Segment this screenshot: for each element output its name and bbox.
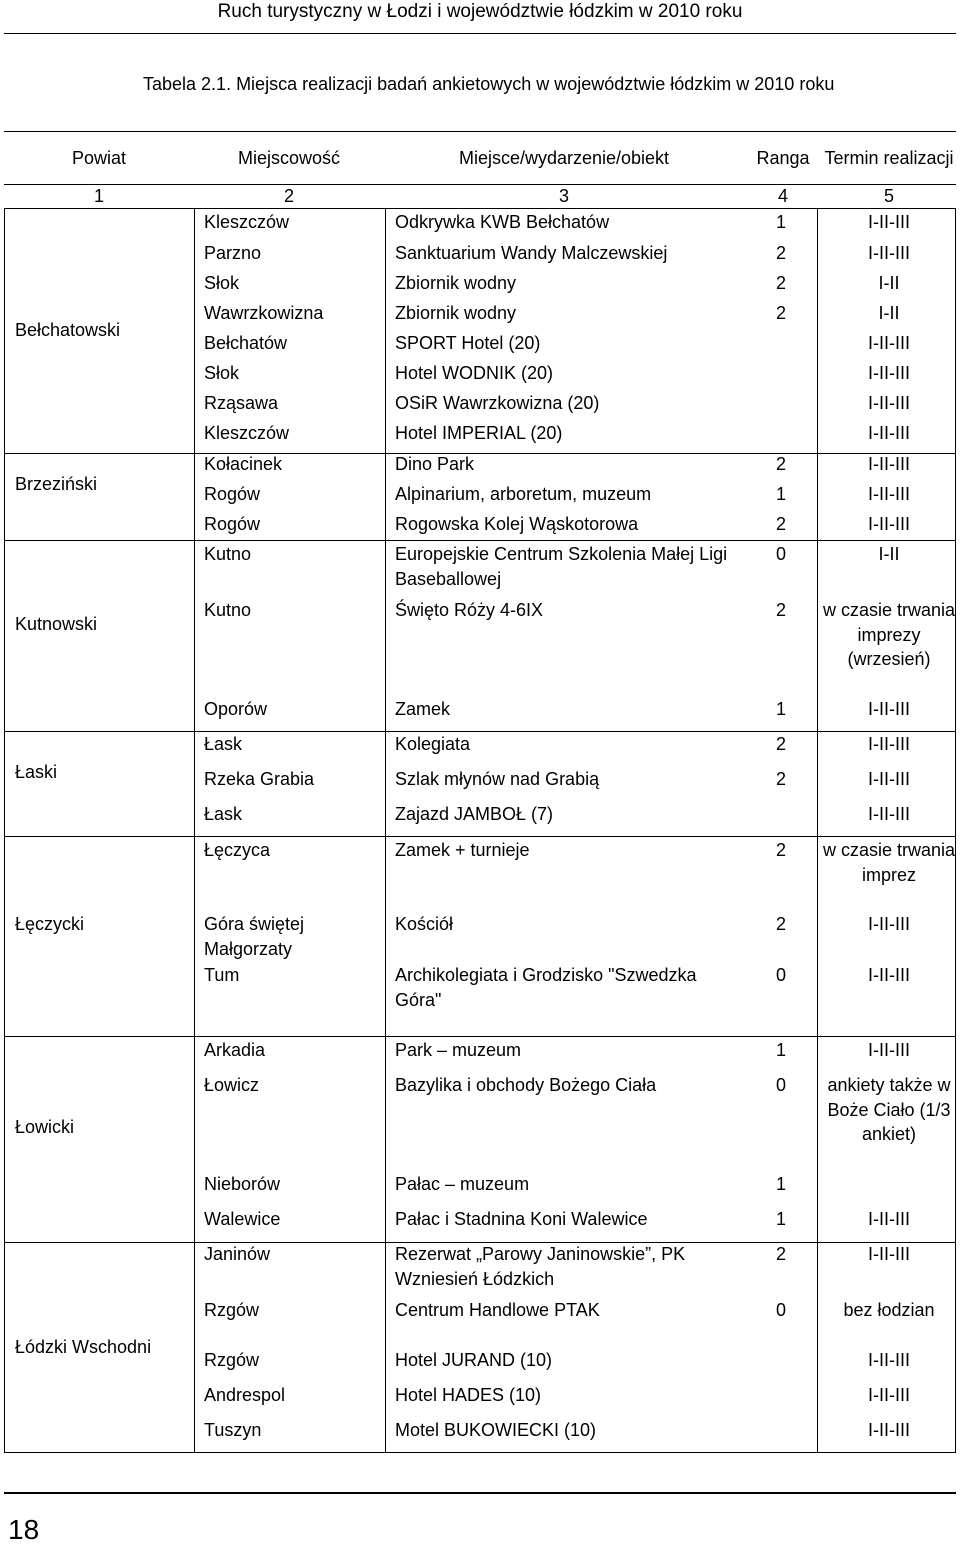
site-cell: Hotel IMPERIAL (20) xyxy=(395,423,563,443)
term-cell: I-II-III xyxy=(868,1209,910,1229)
site-cell: Pałac – muzeum xyxy=(395,1174,530,1194)
term-cell: I-II-III xyxy=(868,393,910,413)
place-cell: Kutno xyxy=(204,544,252,564)
rank-cell: 1 xyxy=(775,1040,786,1060)
place-cell: Arkadia xyxy=(204,1040,266,1060)
term-cell: I-II-III xyxy=(868,1350,910,1370)
term-cell: I-II-III xyxy=(868,514,910,534)
place-cell: Janinów xyxy=(204,1244,271,1264)
rank-cell: 0 xyxy=(775,544,786,564)
term-cell: ankiety także w Boże Ciało (1/3 ankiet) xyxy=(827,1075,951,1144)
powiat-name: Kutnowski xyxy=(15,614,98,634)
term-cell: w czasie trwania imprezy (wrzesień) xyxy=(822,600,956,669)
term-cell: I-II-III xyxy=(868,769,910,789)
site-cell: Hotel HADES (10) xyxy=(395,1385,542,1405)
rank-cell: 0 xyxy=(775,1300,786,1320)
site-cell: Centrum Handlowe PTAK xyxy=(395,1300,600,1320)
term-cell: I-II xyxy=(878,544,900,564)
group-divider xyxy=(5,1036,955,1037)
place-cell: Kleszczów xyxy=(204,423,290,443)
place-cell: Słok xyxy=(204,273,240,293)
column-headers xyxy=(4,131,956,185)
site-cell: Sanktuarium Wandy Malczewskiej xyxy=(395,243,668,263)
term-cell: I-II-III xyxy=(868,1385,910,1405)
rank-cell: 2 xyxy=(775,769,786,789)
site-cell: Zajazd JAMBOŁ (7) xyxy=(395,804,554,824)
term-cell: bez łodzian xyxy=(843,1300,935,1320)
place-cell: Andrespol xyxy=(204,1385,286,1405)
header-miejscowosc: Miejscowość xyxy=(237,148,341,168)
term-cell: I-II xyxy=(878,303,900,323)
term-cell: I-II-III xyxy=(868,212,910,232)
place-cell: Wawrzkowizna xyxy=(204,303,324,323)
rank-cell: 2 xyxy=(775,243,786,263)
place-cell: Rząsawa xyxy=(204,393,279,413)
place-cell: Bełchatów xyxy=(204,333,288,353)
term-cell: I-II-III xyxy=(868,699,910,719)
place-cell: Słok xyxy=(204,363,240,383)
rank-cell: 1 xyxy=(775,484,786,504)
site-cell: Hotel JURAND (10) xyxy=(395,1350,553,1370)
powiat-name: Brzeziński xyxy=(15,474,98,494)
place-cell: Rzeka Grabia xyxy=(204,769,315,789)
rank-cell: 1 xyxy=(775,1209,786,1229)
term-cell: I-II-III xyxy=(868,1244,910,1264)
header-miejsce: Miejsce/wydarzenie/obiekt xyxy=(458,148,670,168)
table-caption: Tabela 2.1. Miejsca realizacji badań ankietowych w województwie łódzkim w 2010 roku xyxy=(143,74,835,94)
site-cell: Hotel WODNIK (20) xyxy=(395,363,554,383)
rank-cell: 2 xyxy=(775,914,786,934)
term-cell: I-II-III xyxy=(868,734,910,754)
term-cell: I-II-III xyxy=(868,243,910,263)
place-cell: Nieborów xyxy=(204,1174,281,1194)
term-cell: I-II-III xyxy=(868,423,910,443)
rank-cell: 0 xyxy=(775,965,786,985)
place-cell: Kleszczów xyxy=(204,212,290,232)
column-number: 3 xyxy=(558,186,569,206)
site-cell: Zamek + turnieje xyxy=(395,840,530,860)
place-cell: Rogów xyxy=(204,484,261,504)
term-cell: I-II-III xyxy=(868,804,910,824)
footer-rule xyxy=(4,1492,956,1494)
column-numbers xyxy=(4,184,956,208)
term-cell: I-II-III xyxy=(868,484,910,504)
place-cell: Rogów xyxy=(204,514,261,534)
powiat-name: Łęczycki xyxy=(15,914,85,934)
place-cell: Łask xyxy=(204,734,243,754)
site-cell: Zbiornik wodny xyxy=(395,303,517,323)
powiat-name: Łaski xyxy=(15,762,58,782)
header-termin: Termin realizacji xyxy=(824,148,954,168)
rank-cell: 2 xyxy=(775,1244,786,1264)
header-powiat: Powiat xyxy=(71,148,127,168)
place-cell: Łęczyca xyxy=(204,840,271,860)
term-cell: I-II-III xyxy=(868,965,910,985)
term-cell: I-II xyxy=(878,273,900,293)
rank-cell: 2 xyxy=(775,734,786,754)
site-cell: Święto Róży 4-6IX xyxy=(395,600,544,620)
term-cell: w czasie trwania imprez xyxy=(822,840,956,885)
place-cell: Kołacinek xyxy=(204,454,283,474)
column-number: 5 xyxy=(883,186,894,206)
place-cell: Tum xyxy=(204,965,240,985)
column-number: 1 xyxy=(93,186,104,206)
term-cell: I-II-III xyxy=(868,1040,910,1060)
powiat-name: Łowicki xyxy=(15,1117,75,1137)
rank-cell: 1 xyxy=(775,212,786,232)
running-header: Ruch turystyczny w Łodzi i województwie łódzkim w 2010 roku xyxy=(217,1,743,22)
header-rule xyxy=(4,33,956,34)
place-cell: Rzgów xyxy=(204,1300,260,1320)
column-divider xyxy=(385,209,386,1452)
place-cell: Kutno xyxy=(204,600,252,620)
rank-cell: 2 xyxy=(775,600,786,620)
rank-cell: 2 xyxy=(775,454,786,474)
rank-cell: 2 xyxy=(775,303,786,323)
site-cell: Zbiornik wodny xyxy=(395,273,517,293)
rank-cell: 2 xyxy=(775,514,786,534)
place-cell: Tuszyn xyxy=(204,1420,262,1440)
term-cell: I-II-III xyxy=(868,363,910,383)
column-number: 2 xyxy=(283,186,294,206)
column-divider xyxy=(817,209,818,1452)
site-cell: Dino Park xyxy=(395,454,475,474)
term-cell: I-II-III xyxy=(868,914,910,934)
term-cell: I-II-III xyxy=(868,1420,910,1440)
site-cell: Zamek xyxy=(395,699,451,719)
site-cell: Motel BUKOWIECKI (10) xyxy=(395,1420,597,1440)
group-divider xyxy=(5,836,955,837)
rank-cell: 1 xyxy=(775,699,786,719)
term-cell: I-II-III xyxy=(868,333,910,353)
site-cell: Pałac i Stadnina Koni Walewice xyxy=(395,1209,648,1229)
site-cell: Bazylika i obchody Bożego Ciała xyxy=(395,1075,657,1095)
powiat-name: Bełchatowski xyxy=(15,320,121,340)
place-cell: Oporów xyxy=(204,699,268,719)
site-cell: SPORT Hotel (20) xyxy=(395,333,541,353)
place-cell: Rzgów xyxy=(204,1350,260,1370)
group-divider xyxy=(5,540,955,541)
site-cell: Europejskie Centrum Szkolenia Małej Ligi Baseballowej xyxy=(395,544,728,589)
site-cell: Kościół xyxy=(395,914,454,934)
rank-cell: 2 xyxy=(775,840,786,860)
site-cell: Rogowska Kolej Wąskotorowa xyxy=(395,514,639,534)
site-cell: Archikolegiata i Grodzisko "Szwedzka Góra" xyxy=(395,965,697,1010)
powiat-name: Łódzki Wschodni xyxy=(15,1337,152,1357)
column-divider xyxy=(194,209,195,1452)
site-cell: Odkrywka KWB Bełchatów xyxy=(395,212,610,232)
header-ranga: Ranga xyxy=(756,148,810,168)
site-cell: Kolegiata xyxy=(395,734,471,754)
place-cell: Łask xyxy=(204,804,243,824)
rank-cell: 0 xyxy=(775,1075,786,1095)
term-cell: I-II-III xyxy=(868,454,910,474)
place-cell: Walewice xyxy=(204,1209,281,1229)
site-cell: OSiR Wawrzkowizna (20) xyxy=(395,393,600,413)
site-cell: Alpinarium, arboretum, muzeum xyxy=(395,484,652,504)
page-number: 18 xyxy=(8,1514,40,1545)
data-table xyxy=(4,208,956,1453)
rank-cell: 2 xyxy=(775,273,786,293)
site-cell: Rezerwat „Parowy Janinowskie”, PK Wzniesień Łódzkich xyxy=(395,1244,686,1289)
column-number: 4 xyxy=(777,186,788,206)
site-cell: Szlak młynów nad Grabią xyxy=(395,769,600,789)
site-cell: Park – muzeum xyxy=(395,1040,522,1060)
place-cell: Parzno xyxy=(204,243,262,263)
place-cell: Łowicz xyxy=(204,1075,260,1095)
rank-cell: 1 xyxy=(775,1174,786,1194)
place-cell: Góra świętej Małgorzaty xyxy=(204,914,305,959)
